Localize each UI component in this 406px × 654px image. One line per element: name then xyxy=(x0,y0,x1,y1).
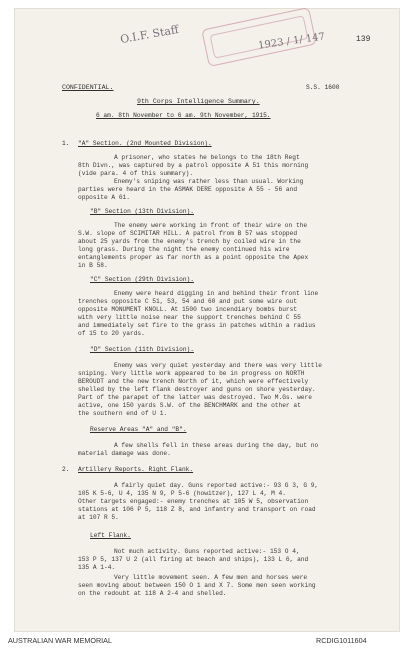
text-line: A few shells fell in these areas during the day, but no xyxy=(114,442,319,449)
text-line: 105 K 5-6, U 4, 135 N 9, P 5-6 (howitzer), 127 L 4, M 4. xyxy=(78,490,286,497)
text-line: Enemy were heard digging in and behind their front line xyxy=(114,290,319,297)
section-heading: Artillery Reports. Right Flank. xyxy=(78,466,194,473)
stamp-number: 1923 / 1/ 147 xyxy=(257,31,326,52)
text-line: at 107 R 5. xyxy=(78,514,119,521)
text-line: in B 58. xyxy=(78,262,108,269)
confidential-label: CONFIDENTIAL. xyxy=(62,84,114,91)
section-heading: "B" Section (13th Division). xyxy=(90,208,194,215)
reference-number: S.S. 1600 xyxy=(306,84,340,91)
section-number: 1. xyxy=(62,140,70,147)
section-heading: "D" Section (11th Division). xyxy=(90,346,194,353)
text-line: Part of the parapet of the latter was destroyed. Two M.Gs. were xyxy=(78,394,312,401)
text-line: The enemy were working in front of their wire on the xyxy=(114,222,308,229)
text-line: 8th Divn., was captured by a patrol opposite A 51 this morning xyxy=(78,162,309,169)
text-line: seen moving about between 150 O 1 and X 7. Some men seen working xyxy=(78,582,316,589)
text-line: Not much activity. Guns reported active:- 153 O 4, xyxy=(114,548,300,555)
text-line: the southern end of U 1. xyxy=(78,410,168,417)
text-line: (vide para. 4 of this summary). xyxy=(78,170,194,177)
text-line: material damage was done. xyxy=(78,450,171,457)
text-line: Enemy's sniping was rather less than usual. Working xyxy=(114,178,304,185)
text-line: sniping. Very little work appeared to be in progress on NORTH xyxy=(78,370,305,377)
text-line: Other targets engaged:- enemy trenches at 105 W 5, observation xyxy=(78,498,309,505)
text-line: opposite A 61. xyxy=(78,194,130,201)
text-line: A fairly quiet day. Guns reported active:- 93 G 3, G 9, xyxy=(114,482,319,489)
text-line: and immediately set fire to the grass in patches within a radius xyxy=(78,322,316,329)
handwritten-note: O.I.F. Staff xyxy=(119,22,180,47)
text-line: on the redoubt at 118 A 2-4 and shelled. xyxy=(78,590,227,597)
page-number: 139 xyxy=(356,35,371,44)
section-heading: Left Flank. xyxy=(90,532,131,539)
section-number: 2. xyxy=(62,466,70,473)
archive-id: RCDIG1011604 xyxy=(316,636,367,645)
summary-title: 9th Corps Intelligence Summary. xyxy=(137,98,260,105)
text-line: stations at 106 P 5, 118 Z 8, and infantry and transport on road xyxy=(78,506,316,513)
text-line: with very little noise near the support trenches behind C 55 xyxy=(78,314,301,321)
text-line: BEROUDT and the new trench North of it, which were effectively xyxy=(78,378,309,385)
text-line: shelled by the left flank destroyer and guns on shore yesterday. xyxy=(78,386,316,393)
text-line: long grass. During the night the enemy continued his wire xyxy=(78,246,290,253)
text-line: 135 A 1-4. xyxy=(78,564,116,571)
text-line: 153 P 5, 137 U 2 (all firing at beach and ships), 133 L 6, and xyxy=(78,556,309,563)
text-line: A prisoner, who states he belongs to the 18th Regt xyxy=(114,154,300,161)
summary-period: 6 am. 8th November to 6 am. 9th November, 1915. xyxy=(96,112,271,119)
text-line: opposite MONUMENT KNOLL. At 1500 two incendiary bombs burst xyxy=(78,306,298,313)
text-line: Very little movement seen. A few men and horses were xyxy=(114,574,308,581)
text-line: S.W. slope of SCIMITAR HILL. A patrol from B 57 was stopped xyxy=(78,230,298,237)
archive-credit: AUSTRALIAN WAR MEMORIAL xyxy=(8,636,112,645)
text-line: of 15 to 20 yards. xyxy=(78,330,145,337)
text-line: trenches opposite C 51, 53, 54 and 60 and put some wire out xyxy=(78,298,298,305)
section-heading: "A" Section. (2nd Mounted Division). xyxy=(78,140,212,147)
text-line: entanglements proper as far north as a point opposite the Apex xyxy=(78,254,309,261)
text-line: about 25 yards from the enemy's trench by coiled wire in the xyxy=(78,238,301,245)
section-heading: "C" Section (29th Division). xyxy=(90,276,194,283)
section-heading: Reserve Areas "A" and "B". xyxy=(90,426,187,433)
text-line: Enemy was very quiet yesterday and there was very little xyxy=(114,362,322,369)
text-line: parties were heard in the ASMAK DERE opposite A 55 - 56 and xyxy=(78,186,298,193)
text-line: active, one 150 yards S.W. of the BENCHMARK and the other at xyxy=(78,402,301,409)
